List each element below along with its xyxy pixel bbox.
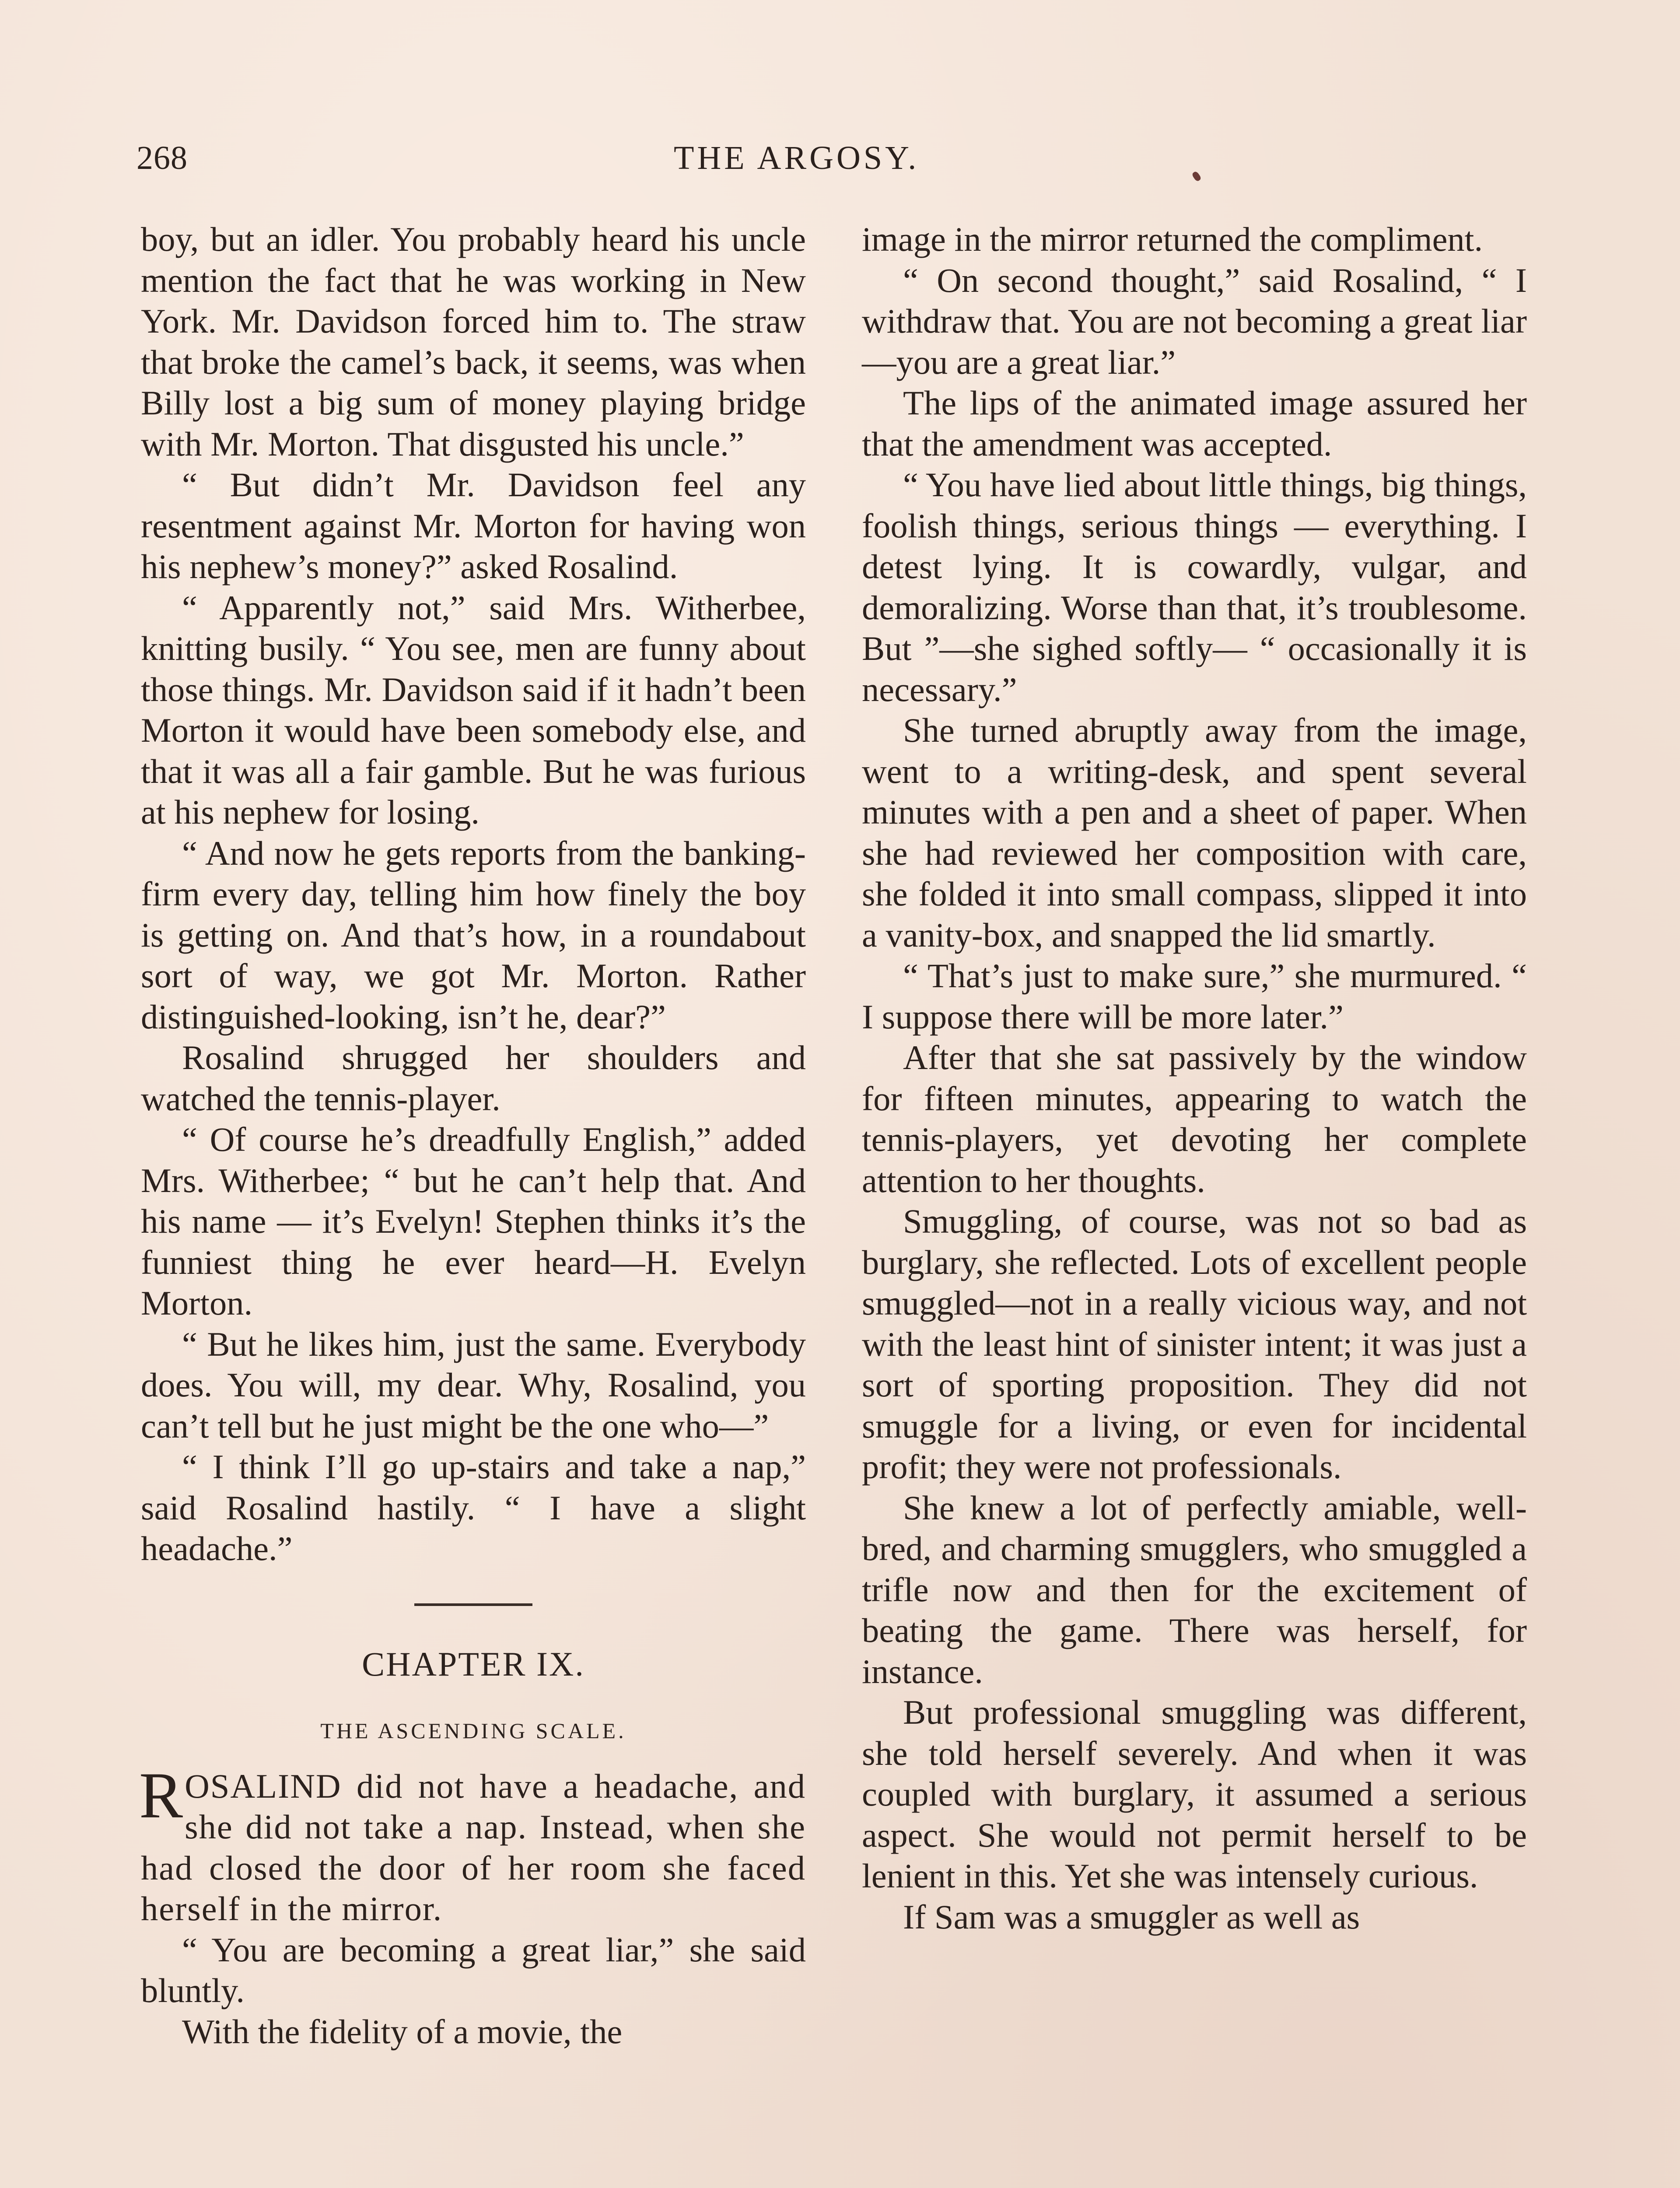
paragraph: The lips of the animated image assured her that the amendment was accepted. — [862, 384, 1527, 463]
section-divider — [414, 1603, 532, 1606]
paragraph: After that she sat passively by the window for fifteen minutes, appearing to watch the tennis-players, yet devoting her complete attention to her thoughts. — [862, 1038, 1527, 1199]
drop-cap: R — [139, 1759, 183, 1832]
chapter-heading: CHAPTER IX. — [362, 1645, 585, 1683]
page-header — [0, 139, 1680, 183]
paragraph: “ But he likes him, just the same. Everybody does. You will, my dear. Why, Rosalind, you can’t tell but he just might be the one who—” — [141, 1325, 806, 1445]
running-head: THE ARGOSY. — [674, 140, 920, 176]
paragraph: image in the mirror returned the compliment. — [862, 220, 1483, 258]
paragraph: She turned abruptly away from the image, went to a writing-desk, and spent several minutes with a pen and a sheet of paper. When she had reviewed her composition with care, she folded it into small compass, slipped it into a vanity-box, and snapped the lid smartly. — [862, 711, 1527, 954]
paragraph: “ I think I’ll go up-stairs and take a nap,” said Rosalind hastily. “ I have a slight headache.” — [141, 1448, 806, 1567]
paragraph: “ On second thought,” said Rosalind, “ I withdraw that. You are not becoming a great liar—you are a great liar.” — [862, 261, 1527, 381]
paragraph: “ Apparently not,” said Mrs. Witherbee, knitting busily. “ You see, men are funny about those things. Mr. Davidson said if it hadn’t been Morton it would have been somebody else, and that it was all a fair gamble. But he was furious at his nephew for losing. — [141, 588, 806, 831]
paragraph: If Sam was a smuggler as well as — [903, 1897, 1360, 1936]
paragraph: “ You are becoming a great liar,” she said bluntly. — [141, 1930, 806, 2009]
left-column — [141, 219, 806, 2052]
paragraph: “ You have lied about little things, big things, foolish things, serious things — everything. I detest lying. It is cowardly, vulgar, and demoralizing. Worse than that, it’s troublesome. But ”—she sighed softly— “ occasionally it is necessary.” — [862, 466, 1527, 708]
paragraph: With the fidelity of a movie, the — [182, 2012, 623, 2051]
right-column — [862, 219, 1527, 1937]
chapter-opening-text: OSALIND did not have a headache, and she did not take a nap. Instead, when she had closed the door of her room she faced herself in the mirror. — [141, 1767, 806, 1928]
paragraph: But professional smuggling was different, she told herself severely. And when it was coupled with burglary, it assumed a serious aspect. She would not permit herself to be lenient in this. Yet she was intensely curious. — [862, 1693, 1527, 1895]
paragraph: “ Of course he’s dreadfully English,” added Mrs. Witherbee; “ but he can’t help that. And his name — it’s Evelyn! Stephen thinks it’s the funniest thing he ever heard—H. Evelyn Morton. — [141, 1120, 806, 1322]
paragraph: “ That’s just to make sure,” she murmured. “ I suppose there will be more later.” — [862, 957, 1527, 1036]
paragraph: She knew a lot of perfectly amiable, well-bred, and charming smugglers, who smuggled a trifle now and then for the excitement of beating the game. There was herself, for instance. — [862, 1488, 1527, 1690]
paragraph: boy, but an idler. You probably heard his uncle mention the fact that he was working in New York. Mr. Davidson forced him to. The straw that broke the camel’s back, it seems, was when Billy lost a big sum of money playing bridge with Mr. Morton. That disgusted his uncle.” — [141, 220, 806, 463]
paragraph: Smuggling, of course, was not so bad as burglary, she reflected. Lots of excellent people smuggled—not in a really vicious way, and not with the least hint of sinister intent; it was just a sort of sporting proposition. They did not smuggle for a living, or even for incidental profit; they were not professionals. — [862, 1202, 1527, 1486]
chapter-opening-paragraph — [139, 1759, 806, 1929]
paragraph: “ And now he gets reports from the banking-firm every day, telling him how finely the boy is getting on. And that’s how, in a roundabout sort of way, we got Mr. Morton. Rather distinguished-looking, isn’t he, dear?” — [141, 834, 806, 1036]
page-number: 268 — [136, 140, 188, 176]
paragraph: “ But didn’t Mr. Davidson feel any resentment against Mr. Morton for having won his nephew’s money?” asked Rosalind. — [141, 466, 806, 586]
paragraph: Rosalind shrugged her shoulders and watched the tennis-player. — [141, 1038, 806, 1118]
chapter-subtitle: THE ASCENDING SCALE. — [320, 1718, 626, 1743]
